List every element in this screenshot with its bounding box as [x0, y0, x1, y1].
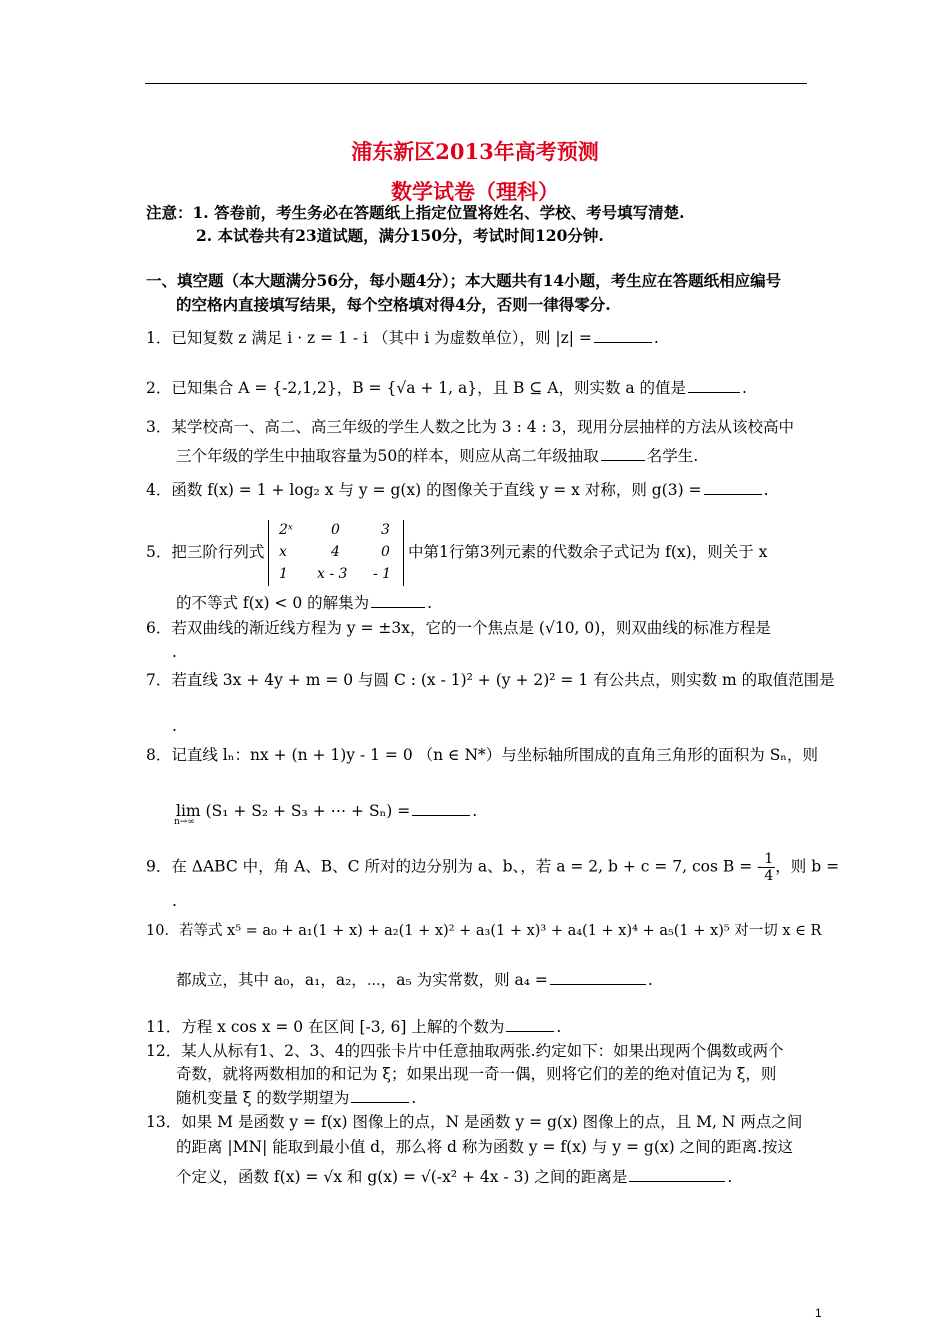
question-10-line-1: 10．若等式 x⁵ = a₀ + a₁(1 + x) + a₂(1 + x)² + a₃(1 + x)³ + a₄(1 + x)⁴ + a₅(1 + x)⁵ 对一切 x ∈ R	[146, 923, 822, 939]
question-12-line-1: 12．某人从标有1、2、3、4的四张卡片中任意抽取两张.约定如下：如果出现两个偶数或两个	[146, 1042, 784, 1060]
question-13-line-3: 个定义，函数 f(x) = √x 和 g(x) = √(-x² + 4x - 3) 之间的距离是 .	[176, 1165, 732, 1188]
question-12-line-3: 随机变量 ξ 的数学期望为 .	[176, 1086, 416, 1109]
notice-line-2: 2. 本试卷共有23道试题，满分150分，考试时间120分钟.	[196, 226, 604, 245]
determinant-matrix	[268, 520, 404, 586]
question-11-text: 11．方程 x cos x = 0 在区间 [-3, 6] 上解的个数为	[146, 1018, 505, 1036]
question-11: 11．方程 x cos x = 0 在区间 [-3, 6] 上解的个数为 .	[146, 1015, 561, 1038]
question-3-text: 三个年级的学生中抽取容量为50的样本，则应从高二年级抽取	[176, 447, 599, 465]
question-13-line-1: 13．如果 M 是函数 y = f(x) 图像上的点，N 是函数 y = g(x) 图像上的点，且 M, N 两点之间	[146, 1113, 803, 1131]
question-12-line-2: 奇数，就将两数相加的和记为 ξ；如果出现一奇一偶，则将它们的差的绝对值记为 ξ，则	[176, 1065, 777, 1083]
question-4: 4．函数 f(x) = 1 + log₂ x 与 y = g(x) 的图像关于直线 y = x 对称，则 g(3) = .	[146, 478, 769, 501]
det-cell: 4	[331, 544, 340, 560]
question-3-line-1: 3．某学校高一、高二、高三年级的学生人数之比为 3 : 4 : 3，现用分层抽样的方法从该校高中	[146, 418, 795, 436]
page-number: 1	[815, 1306, 822, 1320]
det-cell: 3	[381, 522, 390, 538]
answer-blank	[412, 799, 470, 816]
answer-blank	[629, 1165, 725, 1182]
question-3-tail: 名学生.	[646, 447, 699, 465]
question-10-text: 都成立，其中 a₀，a₁，a₂，⋯，a₅ 为实常数，则 a₄ =	[176, 971, 548, 989]
answer-blank	[594, 326, 652, 343]
question-9-line-1	[146, 851, 839, 884]
answer-blank	[351, 1086, 409, 1103]
question-7-line-1: 7．若直线 3x + 4y + m = 0 与圆 C : (x - 1)² + (y + 2)² = 1 有公共点，则实数 m 的取值范围是	[146, 671, 835, 689]
question-9-text: 9．在 ΔABC 中，角 A、B、C 所对的边分别为 a、b、，若 a = 2, b + c = 7, cos B = -	[146, 857, 763, 876]
fraction	[762, 851, 775, 884]
answer-blank	[688, 376, 740, 393]
fraction-numerator: 1	[764, 851, 774, 867]
question-4-text: 4．函数 f(x) = 1 + log₂ x 与 y = g(x) 的图像关于直线 y = x 对称，则 g(3) =	[146, 481, 702, 499]
det-cell: 0	[331, 522, 340, 538]
section-heading-line-1: 一、填空题（本大题满分56分，每小题4分）；本大题共有14小题，考生应在答题纸相应编号	[146, 271, 782, 290]
section-heading-line-2: 的空格内直接填写结果，每个空格填对得4分，否则一律得零分.	[176, 295, 611, 314]
question-7-line-2: .	[172, 717, 177, 735]
det-cell: - 1	[373, 566, 392, 582]
question-9-tail: ，则 b =	[775, 857, 840, 876]
question-1-text: 1．已知复数 z 满足 i · z = 1 - i （其中 i 为虚数单位），则 |z| =	[146, 329, 592, 347]
det-cell: 1	[279, 566, 288, 582]
answer-blank	[506, 1015, 554, 1032]
notice-line-1: 注意：1. 答卷前，考生务必在答题纸上指定位置将姓名、学校、考号填写清楚.	[146, 203, 685, 222]
answer-blank	[601, 444, 645, 461]
answer-blank	[550, 968, 646, 985]
question-8-line-1: 8．记直线 lₙ：nx + (n + 1)y - 1 = 0 （n ∈ N*）与坐标轴所围成的直角三角形的面积为 Sₙ，则	[146, 746, 819, 764]
det-cell: x - 3	[317, 566, 348, 582]
question-5-text: 的不等式 f(x) < 0 的解集为	[176, 594, 370, 612]
question-3-line-2	[176, 444, 698, 467]
question-6-line-2: .	[172, 643, 177, 661]
question-5-suffix: 中第1行第3列元素的代数余子式记为 f(x)，则关于 x	[408, 543, 768, 561]
answer-blank	[371, 591, 425, 608]
question-8-text: lim (S₁ + S₂ + S₃ + ⋯ + Sₙ) =	[176, 802, 411, 820]
question-5-prefix: 5．把三阶行列式	[146, 543, 265, 561]
det-cell: 0	[381, 544, 390, 560]
question-2: 2．已知集合 A = {-2,1,2}，B = {√a + 1, a}，且 B ⊆ A，则实数 a 的值是 .	[146, 376, 747, 399]
question-13-text: 个定义，函数 f(x) = √x 和 g(x) = √(-x² + 4x - 3) 之间的距离是	[176, 1168, 628, 1186]
limit-subscript: n→∞	[174, 817, 195, 827]
answer-blank	[704, 478, 762, 495]
exam-subtitle: 数学试卷（理科）	[391, 179, 559, 204]
question-13-line-2: 的距离 |MN| 能取到最小值 d，那么将 d 称为函数 y = f(x) 与 y = g(x) 之间的距离.按这	[176, 1138, 794, 1156]
question-5-line-2: 的不等式 f(x) < 0 的解集为 .	[176, 591, 432, 614]
header-rule	[145, 83, 807, 84]
question-8-line-2: lim (S₁ + S₂ + S₃ + ⋯ + Sₙ) = .	[176, 799, 477, 822]
det-cell: 2ˣ	[279, 522, 293, 538]
question-10-line-2: 都成立，其中 a₀，a₁，a₂，⋯，a₅ 为实常数，则 a₄ = .	[176, 968, 653, 991]
question-9-line-2: .	[172, 892, 177, 910]
question-12-text: 随机变量 ξ 的数学期望为	[176, 1089, 350, 1107]
exam-title: 浦东新区2013年高考预测	[351, 139, 599, 164]
fraction-denominator: 4	[764, 868, 774, 884]
question-6-line-1: 6．若双曲线的渐近线方程为 y = ±3x，它的一个焦点是 (√10, 0)，则双曲线的标准方程是	[146, 619, 771, 637]
det-cell: x	[279, 544, 287, 560]
question-1: 1．已知复数 z 满足 i · z = 1 - i （其中 i 为虚数单位），则 |z| = .	[146, 326, 659, 349]
question-2-text: 2．已知集合 A = {-2,1,2}，B = {√a + 1, a}，且 B ⊆ A，则实数 a 的值是	[146, 379, 687, 397]
